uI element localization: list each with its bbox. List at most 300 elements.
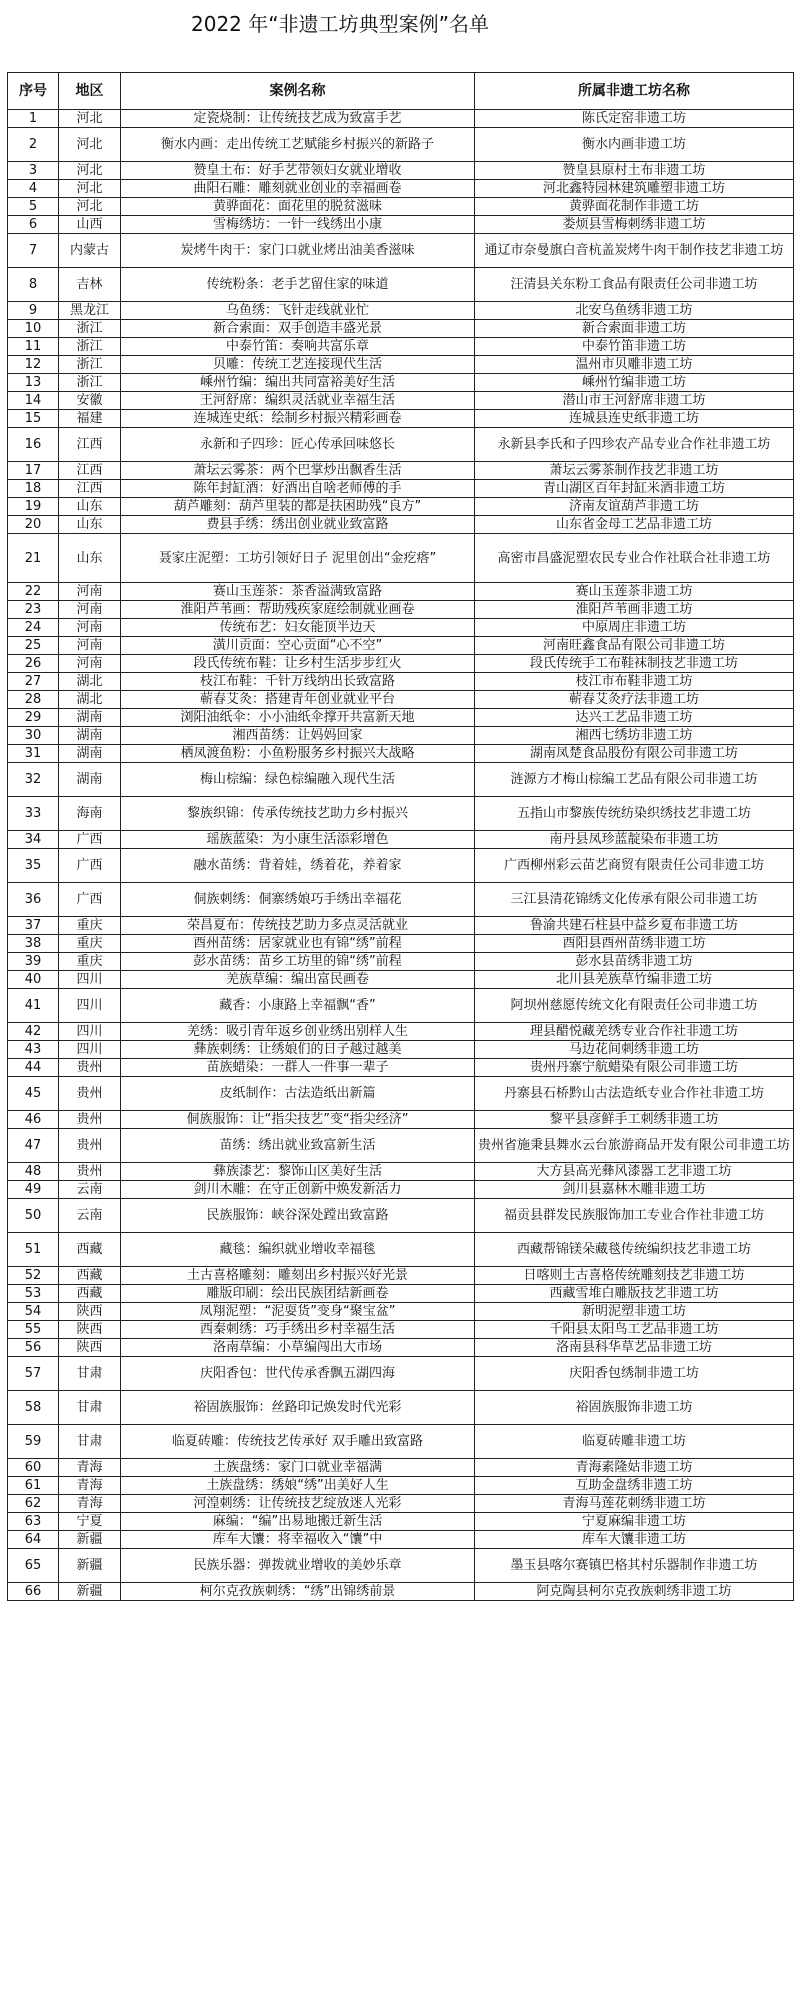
cell-region: 新疆 xyxy=(59,1583,121,1601)
cell-region: 山东 xyxy=(59,498,121,516)
cell-region: 河南 xyxy=(59,619,121,637)
cell-region: 江西 xyxy=(59,480,121,498)
table-row xyxy=(8,1425,794,1459)
cell-workshop-name: 三江县清花锦绣文化传承有限公司非遗工坊 xyxy=(475,883,794,917)
cell-region: 青海 xyxy=(59,1459,121,1477)
table-row xyxy=(8,637,794,655)
cell-no: 28 xyxy=(8,691,59,709)
table-row xyxy=(8,831,794,849)
table-row xyxy=(8,410,794,428)
cell-region: 河北 xyxy=(59,110,121,128)
cell-region: 广西 xyxy=(59,831,121,849)
table-row xyxy=(8,583,794,601)
cell-case-name: 雪梅绣坊：一针一线绣出小康 xyxy=(121,216,475,234)
cell-workshop-name: 贵州省施秉县舞水云台旅游商品开发有限公司非遗工坊 xyxy=(475,1129,794,1163)
cell-case-name: 麻编：“编”出易地搬迁新生活 xyxy=(121,1513,475,1531)
cell-region: 贵州 xyxy=(59,1129,121,1163)
cell-case-name: 土族盘绣：家门口就业幸福满 xyxy=(121,1459,475,1477)
cell-region: 贵州 xyxy=(59,1077,121,1111)
cell-no: 41 xyxy=(8,989,59,1023)
cell-no: 29 xyxy=(8,709,59,727)
cell-case-name: 凤翔泥塑：“泥耍货”变身“聚宝盆” xyxy=(121,1303,475,1321)
cell-no: 39 xyxy=(8,953,59,971)
cell-workshop-name: 西藏雪堆白雕版技艺非遗工坊 xyxy=(475,1285,794,1303)
cell-workshop-name: 湘西七绣坊非遗工坊 xyxy=(475,727,794,745)
table-row xyxy=(8,673,794,691)
cell-region: 河南 xyxy=(59,637,121,655)
cell-workshop-name: 阿克陶县柯尔克孜族刺绣非遗工坊 xyxy=(475,1583,794,1601)
cell-region: 河北 xyxy=(59,180,121,198)
cell-workshop-name: 理县醋悦藏羌绣专业合作社非遗工坊 xyxy=(475,1023,794,1041)
cell-no: 58 xyxy=(8,1391,59,1425)
cell-no: 13 xyxy=(8,374,59,392)
cell-region: 重庆 xyxy=(59,917,121,935)
cell-region: 湖南 xyxy=(59,727,121,745)
cell-no: 53 xyxy=(8,1285,59,1303)
cell-no: 44 xyxy=(8,1059,59,1077)
table-row xyxy=(8,1041,794,1059)
cell-no: 22 xyxy=(8,583,59,601)
cell-region: 山东 xyxy=(59,516,121,534)
cell-no: 14 xyxy=(8,392,59,410)
table-row xyxy=(8,1303,794,1321)
cell-no: 51 xyxy=(8,1233,59,1267)
cell-case-name: 河湟刺绣：让传统技艺绽放迷人光彩 xyxy=(121,1495,475,1513)
cell-case-name: 瑶族蓝染：为小康生活添彩增色 xyxy=(121,831,475,849)
cell-workshop-name: 新合索面非遗工坊 xyxy=(475,320,794,338)
cell-region: 青海 xyxy=(59,1495,121,1513)
table-row xyxy=(8,516,794,534)
cell-no: 6 xyxy=(8,216,59,234)
cell-no: 59 xyxy=(8,1425,59,1459)
cell-case-name: 彝族漆艺：黎饰山区美好生活 xyxy=(121,1163,475,1181)
cell-workshop-name: 宁夏麻编非遗工坊 xyxy=(475,1513,794,1531)
table-row xyxy=(8,655,794,673)
cell-no: 15 xyxy=(8,410,59,428)
table-row xyxy=(8,883,794,917)
cell-case-name: 曲阳石雕：雕刻就业创业的幸福画卷 xyxy=(121,180,475,198)
cell-no: 46 xyxy=(8,1111,59,1129)
cell-no: 36 xyxy=(8,883,59,917)
cell-case-name: 荣昌夏布：传统技艺助力多点灵活就业 xyxy=(121,917,475,935)
cell-workshop-name: 新明泥塑非遗工坊 xyxy=(475,1303,794,1321)
cell-workshop-name: 五指山市黎族传统纺染织绣技艺非遗工坊 xyxy=(475,797,794,831)
cell-workshop-name: 洛南县科华草艺品非遗工坊 xyxy=(475,1339,794,1357)
cell-case-name: 剑川木雕：在守正创新中焕发新活力 xyxy=(121,1181,475,1199)
cell-no: 7 xyxy=(8,234,59,268)
cell-region: 宁夏 xyxy=(59,1513,121,1531)
cell-case-name: 侗族刺绣：侗寨绣娘巧手绣出幸福花 xyxy=(121,883,475,917)
cell-region: 陕西 xyxy=(59,1321,121,1339)
cell-case-name: 中泰竹笛：奏响共富乐章 xyxy=(121,338,475,356)
cell-case-name: 民族服饰：峡谷深处蹚出致富路 xyxy=(121,1199,475,1233)
table-row xyxy=(8,498,794,516)
cell-region: 四川 xyxy=(59,971,121,989)
cell-region: 山西 xyxy=(59,216,121,234)
table-row xyxy=(8,601,794,619)
cell-region: 黑龙江 xyxy=(59,302,121,320)
cell-case-name: 土族盘绣：绣娘“绣”出美好人生 xyxy=(121,1477,475,1495)
cell-case-name: 柯尔克孜族刺绣：“绣”出锦绣前景 xyxy=(121,1583,475,1601)
table-row xyxy=(8,1059,794,1077)
cell-workshop-name: 千阳县太阳鸟工艺品非遗工坊 xyxy=(475,1321,794,1339)
table-row xyxy=(8,392,794,410)
cell-case-name: 雕版印刷：绘出民族团结新画卷 xyxy=(121,1285,475,1303)
cell-case-name: 裕固族服饰：丝路印记焕发时代光彩 xyxy=(121,1391,475,1425)
cell-case-name: 融水苗绣：背着娃，绣着花，养着家 xyxy=(121,849,475,883)
cell-case-name: 蕲春艾灸：搭建青年创业就业平台 xyxy=(121,691,475,709)
cell-no: 35 xyxy=(8,849,59,883)
table-row xyxy=(8,1339,794,1357)
cell-workshop-name: 青海马莲花刺绣非遗工坊 xyxy=(475,1495,794,1513)
cell-no: 37 xyxy=(8,917,59,935)
cell-region: 云南 xyxy=(59,1181,121,1199)
cell-no: 54 xyxy=(8,1303,59,1321)
case-table-container xyxy=(7,72,793,1601)
cell-case-name: 黄骅面花：面花里的脱贫滋味 xyxy=(121,198,475,216)
table-row xyxy=(8,953,794,971)
cell-region: 浙江 xyxy=(59,338,121,356)
cell-region: 浙江 xyxy=(59,320,121,338)
cell-workshop-name: 中泰竹笛非遗工坊 xyxy=(475,338,794,356)
cell-case-name: 连城连史纸：绘制乡村振兴精彩画卷 xyxy=(121,410,475,428)
cell-case-name: 聂家庄泥塑：工坊引领好日子 泥里创出“金疙瘩” xyxy=(121,534,475,583)
cell-no: 5 xyxy=(8,198,59,216)
cell-region: 浙江 xyxy=(59,356,121,374)
cell-workshop-name: 山东省金母工艺品非遗工坊 xyxy=(475,516,794,534)
cell-no: 1 xyxy=(8,110,59,128)
cell-region: 湖南 xyxy=(59,745,121,763)
cell-region: 西藏 xyxy=(59,1267,121,1285)
header-no: 序号 xyxy=(8,73,59,110)
cell-workshop-name: 北川县羌族草竹编非遗工坊 xyxy=(475,971,794,989)
cell-workshop-name: 库车大馕非遗工坊 xyxy=(475,1531,794,1549)
cell-region: 湖北 xyxy=(59,691,121,709)
table-row xyxy=(8,745,794,763)
cell-region: 贵州 xyxy=(59,1163,121,1181)
cell-no: 32 xyxy=(8,763,59,797)
cell-region: 青海 xyxy=(59,1477,121,1495)
cell-workshop-name: 温州市贝雕非遗工坊 xyxy=(475,356,794,374)
cell-no: 49 xyxy=(8,1181,59,1199)
cell-no: 3 xyxy=(8,162,59,180)
cell-case-name: 萧坛云雾茶：两个巴掌炒出飘香生活 xyxy=(121,462,475,480)
cell-workshop-name: 阿坝州慈愿传统文化有限责任公司非遗工坊 xyxy=(475,989,794,1023)
cell-region: 四川 xyxy=(59,1023,121,1041)
cell-no: 19 xyxy=(8,498,59,516)
cell-workshop-name: 嵊州竹编非遗工坊 xyxy=(475,374,794,392)
case-table xyxy=(7,72,794,1601)
cell-no: 18 xyxy=(8,480,59,498)
cell-region: 甘肃 xyxy=(59,1357,121,1391)
cell-workshop-name: 潜山市王河舒席非遗工坊 xyxy=(475,392,794,410)
cell-case-name: 乌鱼绣：飞针走线就业忙 xyxy=(121,302,475,320)
cell-workshop-name: 鲁渝共建石柱县中益乡夏布非遗工坊 xyxy=(475,917,794,935)
table-row xyxy=(8,727,794,745)
cell-no: 34 xyxy=(8,831,59,849)
cell-no: 40 xyxy=(8,971,59,989)
cell-no: 57 xyxy=(8,1357,59,1391)
cell-workshop-name: 日喀则土古喜格传统雕刻技艺非遗工坊 xyxy=(475,1267,794,1285)
cell-region: 河南 xyxy=(59,583,121,601)
cell-region: 安徽 xyxy=(59,392,121,410)
cell-case-name: 羌族草编：编出富民画卷 xyxy=(121,971,475,989)
table-row xyxy=(8,849,794,883)
cell-workshop-name: 裕固族服饰非遗工坊 xyxy=(475,1391,794,1425)
cell-region: 云南 xyxy=(59,1199,121,1233)
cell-no: 10 xyxy=(8,320,59,338)
cell-workshop-name: 河北鑫特园林建筑雕塑非遗工坊 xyxy=(475,180,794,198)
cell-workshop-name: 剑川县嘉林木雕非遗工坊 xyxy=(475,1181,794,1199)
cell-case-name: 淮阳芦苇画：帮助残疾家庭绘制就业画卷 xyxy=(121,601,475,619)
cell-case-name: 永新和子四珍：匠心传承回味悠长 xyxy=(121,428,475,462)
cell-workshop-name: 衡水内画非遗工坊 xyxy=(475,128,794,162)
cell-case-name: 贝雕：传统工艺连接现代生活 xyxy=(121,356,475,374)
table-row xyxy=(8,1199,794,1233)
cell-workshop-name: 连城县连史纸非遗工坊 xyxy=(475,410,794,428)
cell-no: 9 xyxy=(8,302,59,320)
table-row xyxy=(8,1513,794,1531)
cell-case-name: 葫芦雕刻：葫芦里装的都是扶困助残“良方” xyxy=(121,498,475,516)
cell-no: 42 xyxy=(8,1023,59,1041)
table-body xyxy=(8,110,794,1601)
cell-no: 50 xyxy=(8,1199,59,1233)
cell-no: 4 xyxy=(8,180,59,198)
table-row xyxy=(8,534,794,583)
table-row xyxy=(8,110,794,128)
cell-region: 福建 xyxy=(59,410,121,428)
cell-case-name: 枝江布鞋：千针万线纳出长致富路 xyxy=(121,673,475,691)
table-row xyxy=(8,198,794,216)
cell-workshop-name: 淮阳芦苇画非遗工坊 xyxy=(475,601,794,619)
cell-workshop-name: 段氏传统手工布鞋袜制技艺非遗工坊 xyxy=(475,655,794,673)
cell-no: 52 xyxy=(8,1267,59,1285)
cell-workshop-name: 永新县李氏和子四珍农产品专业合作社非遗工坊 xyxy=(475,428,794,462)
cell-region: 河北 xyxy=(59,128,121,162)
cell-no: 62 xyxy=(8,1495,59,1513)
cell-region: 新疆 xyxy=(59,1549,121,1583)
cell-case-name: 段氏传统布鞋：让乡村生活步步红火 xyxy=(121,655,475,673)
cell-no: 45 xyxy=(8,1077,59,1111)
cell-region: 陕西 xyxy=(59,1303,121,1321)
cell-region: 重庆 xyxy=(59,953,121,971)
cell-region: 江西 xyxy=(59,428,121,462)
cell-region: 甘肃 xyxy=(59,1425,121,1459)
cell-region: 内蒙古 xyxy=(59,234,121,268)
table-row xyxy=(8,302,794,320)
cell-case-name: 传统布艺：妇女能顶半边天 xyxy=(121,619,475,637)
cell-case-name: 潢川贡面：空心贡面“心不空” xyxy=(121,637,475,655)
cell-workshop-name: 广西柳州彩云苗艺商贸有限责任公司非遗工坊 xyxy=(475,849,794,883)
cell-workshop-name: 济南友谊葫芦非遗工坊 xyxy=(475,498,794,516)
cell-case-name: 羌绣：吸引青年返乡创业绣出别样人生 xyxy=(121,1023,475,1041)
table-row xyxy=(8,1531,794,1549)
cell-no: 66 xyxy=(8,1583,59,1601)
cell-no: 31 xyxy=(8,745,59,763)
cell-workshop-name: 娄烦县雪梅刺绣非遗工坊 xyxy=(475,216,794,234)
cell-region: 广西 xyxy=(59,849,121,883)
table-row xyxy=(8,1233,794,1267)
cell-no: 38 xyxy=(8,935,59,953)
cell-region: 吉林 xyxy=(59,268,121,302)
cell-region: 河北 xyxy=(59,198,121,216)
cell-workshop-name: 贵州丹寨宁航蜡染有限公司非遗工坊 xyxy=(475,1059,794,1077)
table-row xyxy=(8,374,794,392)
cell-case-name: 彝族刺绣：让绣娘们的日子越过越美 xyxy=(121,1041,475,1059)
cell-case-name: 炭烤牛肉干：家门口就业烤出油美香滋味 xyxy=(121,234,475,268)
cell-region: 陕西 xyxy=(59,1339,121,1357)
cell-case-name: 新合索面：双手创造丰盛光景 xyxy=(121,320,475,338)
cell-workshop-name: 中原周庄非遗工坊 xyxy=(475,619,794,637)
table-row xyxy=(8,216,794,234)
cell-no: 26 xyxy=(8,655,59,673)
cell-workshop-name: 黎平县彦鲜手工刺绣非遗工坊 xyxy=(475,1111,794,1129)
cell-region: 河北 xyxy=(59,162,121,180)
cell-no: 12 xyxy=(8,356,59,374)
table-row xyxy=(8,162,794,180)
page-title: 2022 年“非遗工坊典型案例”名单 xyxy=(191,12,489,36)
table-row xyxy=(8,917,794,935)
table-row xyxy=(8,1477,794,1495)
cell-case-name: 临夏砖雕：传统技艺传承好 双手雕出致富路 xyxy=(121,1425,475,1459)
cell-region: 甘肃 xyxy=(59,1391,121,1425)
cell-case-name: 苗族蜡染：一群人一件事一辈子 xyxy=(121,1059,475,1077)
cell-workshop-name: 西藏帮锦镁朵藏毯传统编织技艺非遗工坊 xyxy=(475,1233,794,1267)
cell-no: 16 xyxy=(8,428,59,462)
cell-case-name: 酉州苗绣：居家就业也有锦“绣”前程 xyxy=(121,935,475,953)
table-row xyxy=(8,428,794,462)
cell-workshop-name: 达兴工艺品非遗工坊 xyxy=(475,709,794,727)
cell-workshop-name: 黄骅面花制作非遗工坊 xyxy=(475,198,794,216)
cell-case-name: 庆阳香包：世代传承香飘五湖四海 xyxy=(121,1357,475,1391)
cell-no: 23 xyxy=(8,601,59,619)
cell-workshop-name: 庆阳香包绣制非遗工坊 xyxy=(475,1357,794,1391)
cell-case-name: 皮纸制作：古法造纸出新篇 xyxy=(121,1077,475,1111)
cell-case-name: 湘西苗绣：让妈妈回家 xyxy=(121,727,475,745)
cell-case-name: 定瓷烧制：让传统技艺成为致富手艺 xyxy=(121,110,475,128)
table-row xyxy=(8,462,794,480)
cell-no: 24 xyxy=(8,619,59,637)
table-row xyxy=(8,320,794,338)
cell-no: 8 xyxy=(8,268,59,302)
cell-case-name: 衡水内画：走出传统工艺赋能乡村振兴的新路子 xyxy=(121,128,475,162)
table-row xyxy=(8,1285,794,1303)
table-row xyxy=(8,1495,794,1513)
cell-case-name: 民族乐器：弹拨就业增收的美妙乐章 xyxy=(121,1549,475,1583)
cell-case-name: 库车大馕：将幸福收入“馕”中 xyxy=(121,1531,475,1549)
cell-no: 25 xyxy=(8,637,59,655)
table-row xyxy=(8,1357,794,1391)
cell-case-name: 土古喜格雕刻：雕刻出乡村振兴好光景 xyxy=(121,1267,475,1285)
table-row xyxy=(8,1583,794,1601)
cell-workshop-name: 高密市昌盛泥塑农民专业合作社联合社非遗工坊 xyxy=(475,534,794,583)
cell-workshop-name: 蕲春艾灸疗法非遗工坊 xyxy=(475,691,794,709)
header-region: 地区 xyxy=(59,73,121,110)
table-row xyxy=(8,1077,794,1111)
cell-region: 四川 xyxy=(59,1041,121,1059)
cell-workshop-name: 涟源方才梅山棕编工艺品有限公司非遗工坊 xyxy=(475,763,794,797)
cell-no: 27 xyxy=(8,673,59,691)
cell-no: 21 xyxy=(8,534,59,583)
table-row xyxy=(8,691,794,709)
cell-workshop-name: 彭水县苗绣非遗工坊 xyxy=(475,953,794,971)
cell-region: 四川 xyxy=(59,989,121,1023)
cell-workshop-name: 河南旺鑫食品有限公司非遗工坊 xyxy=(475,637,794,655)
cell-workshop-name: 墨玉县喀尔赛镇巴格其村乐器制作非遗工坊 xyxy=(475,1549,794,1583)
cell-region: 河南 xyxy=(59,655,121,673)
cell-workshop-name: 青海素隆姑非遗工坊 xyxy=(475,1459,794,1477)
cell-workshop-name: 互助金盘绣非遗工坊 xyxy=(475,1477,794,1495)
cell-case-name: 黎族织锦：传承传统技艺助力乡村振兴 xyxy=(121,797,475,831)
table-row xyxy=(8,1321,794,1339)
cell-no: 33 xyxy=(8,797,59,831)
cell-no: 65 xyxy=(8,1549,59,1583)
cell-case-name: 栖凤渡鱼粉：小鱼粉服务乡村振兴大战略 xyxy=(121,745,475,763)
table-row xyxy=(8,1129,794,1163)
cell-workshop-name: 酉阳县酉州苗绣非遗工坊 xyxy=(475,935,794,953)
cell-workshop-name: 青山湖区百年封缸米酒非遗工坊 xyxy=(475,480,794,498)
table-row xyxy=(8,989,794,1023)
cell-case-name: 嵊州竹编：编出共同富裕美好生活 xyxy=(121,374,475,392)
cell-region: 山东 xyxy=(59,534,121,583)
table-row xyxy=(8,1111,794,1129)
cell-region: 广西 xyxy=(59,883,121,917)
table-row xyxy=(8,1181,794,1199)
cell-workshop-name: 通辽市奈曼旗白音杭盖炭烤牛肉干制作技艺非遗工坊 xyxy=(475,234,794,268)
cell-workshop-name: 南丹县凤珍蓝靛染布非遗工坊 xyxy=(475,831,794,849)
cell-region: 重庆 xyxy=(59,935,121,953)
cell-no: 61 xyxy=(8,1477,59,1495)
cell-workshop-name: 湖南凤楚食品股份有限公司非遗工坊 xyxy=(475,745,794,763)
table-row xyxy=(8,935,794,953)
table-row xyxy=(8,1163,794,1181)
cell-case-name: 侗族服饰：让“指尖技艺”变“指尖经济” xyxy=(121,1111,475,1129)
cell-case-name: 西秦刺绣：巧手绣出乡村幸福生活 xyxy=(121,1321,475,1339)
cell-no: 48 xyxy=(8,1163,59,1181)
table-row xyxy=(8,480,794,498)
cell-case-name: 传统粉条：老手艺留住家的味道 xyxy=(121,268,475,302)
cell-region: 江西 xyxy=(59,462,121,480)
table-header-row xyxy=(8,73,794,110)
cell-region: 湖北 xyxy=(59,673,121,691)
cell-case-name: 王河舒席：编织灵活就业幸福生活 xyxy=(121,392,475,410)
table-row xyxy=(8,1459,794,1477)
cell-workshop-name: 萧坛云雾茶制作技艺非遗工坊 xyxy=(475,462,794,480)
table-row xyxy=(8,1391,794,1425)
cell-case-name: 赞皇土布：好手艺带领妇女就业增收 xyxy=(121,162,475,180)
cell-workshop-name: 陈氏定窑非遗工坊 xyxy=(475,110,794,128)
cell-case-name: 梅山棕编：绿色棕编融入现代生活 xyxy=(121,763,475,797)
cell-region: 西藏 xyxy=(59,1285,121,1303)
cell-no: 30 xyxy=(8,727,59,745)
cell-case-name: 陈年封缸酒：好酒出自啥老师傅的手 xyxy=(121,480,475,498)
cell-workshop-name: 马边花间刺绣非遗工坊 xyxy=(475,1041,794,1059)
cell-case-name: 赛山玉莲茶：茶香溢满致富路 xyxy=(121,583,475,601)
cell-case-name: 藏毯：编织就业增收幸福毯 xyxy=(121,1233,475,1267)
cell-no: 55 xyxy=(8,1321,59,1339)
cell-no: 47 xyxy=(8,1129,59,1163)
cell-region: 浙江 xyxy=(59,374,121,392)
table-row xyxy=(8,356,794,374)
cell-region: 新疆 xyxy=(59,1531,121,1549)
cell-region: 河南 xyxy=(59,601,121,619)
table-row xyxy=(8,1267,794,1285)
cell-workshop-name: 赛山玉莲茶非遗工坊 xyxy=(475,583,794,601)
table-row xyxy=(8,709,794,727)
cell-no: 63 xyxy=(8,1513,59,1531)
table-row xyxy=(8,1023,794,1041)
cell-no: 64 xyxy=(8,1531,59,1549)
